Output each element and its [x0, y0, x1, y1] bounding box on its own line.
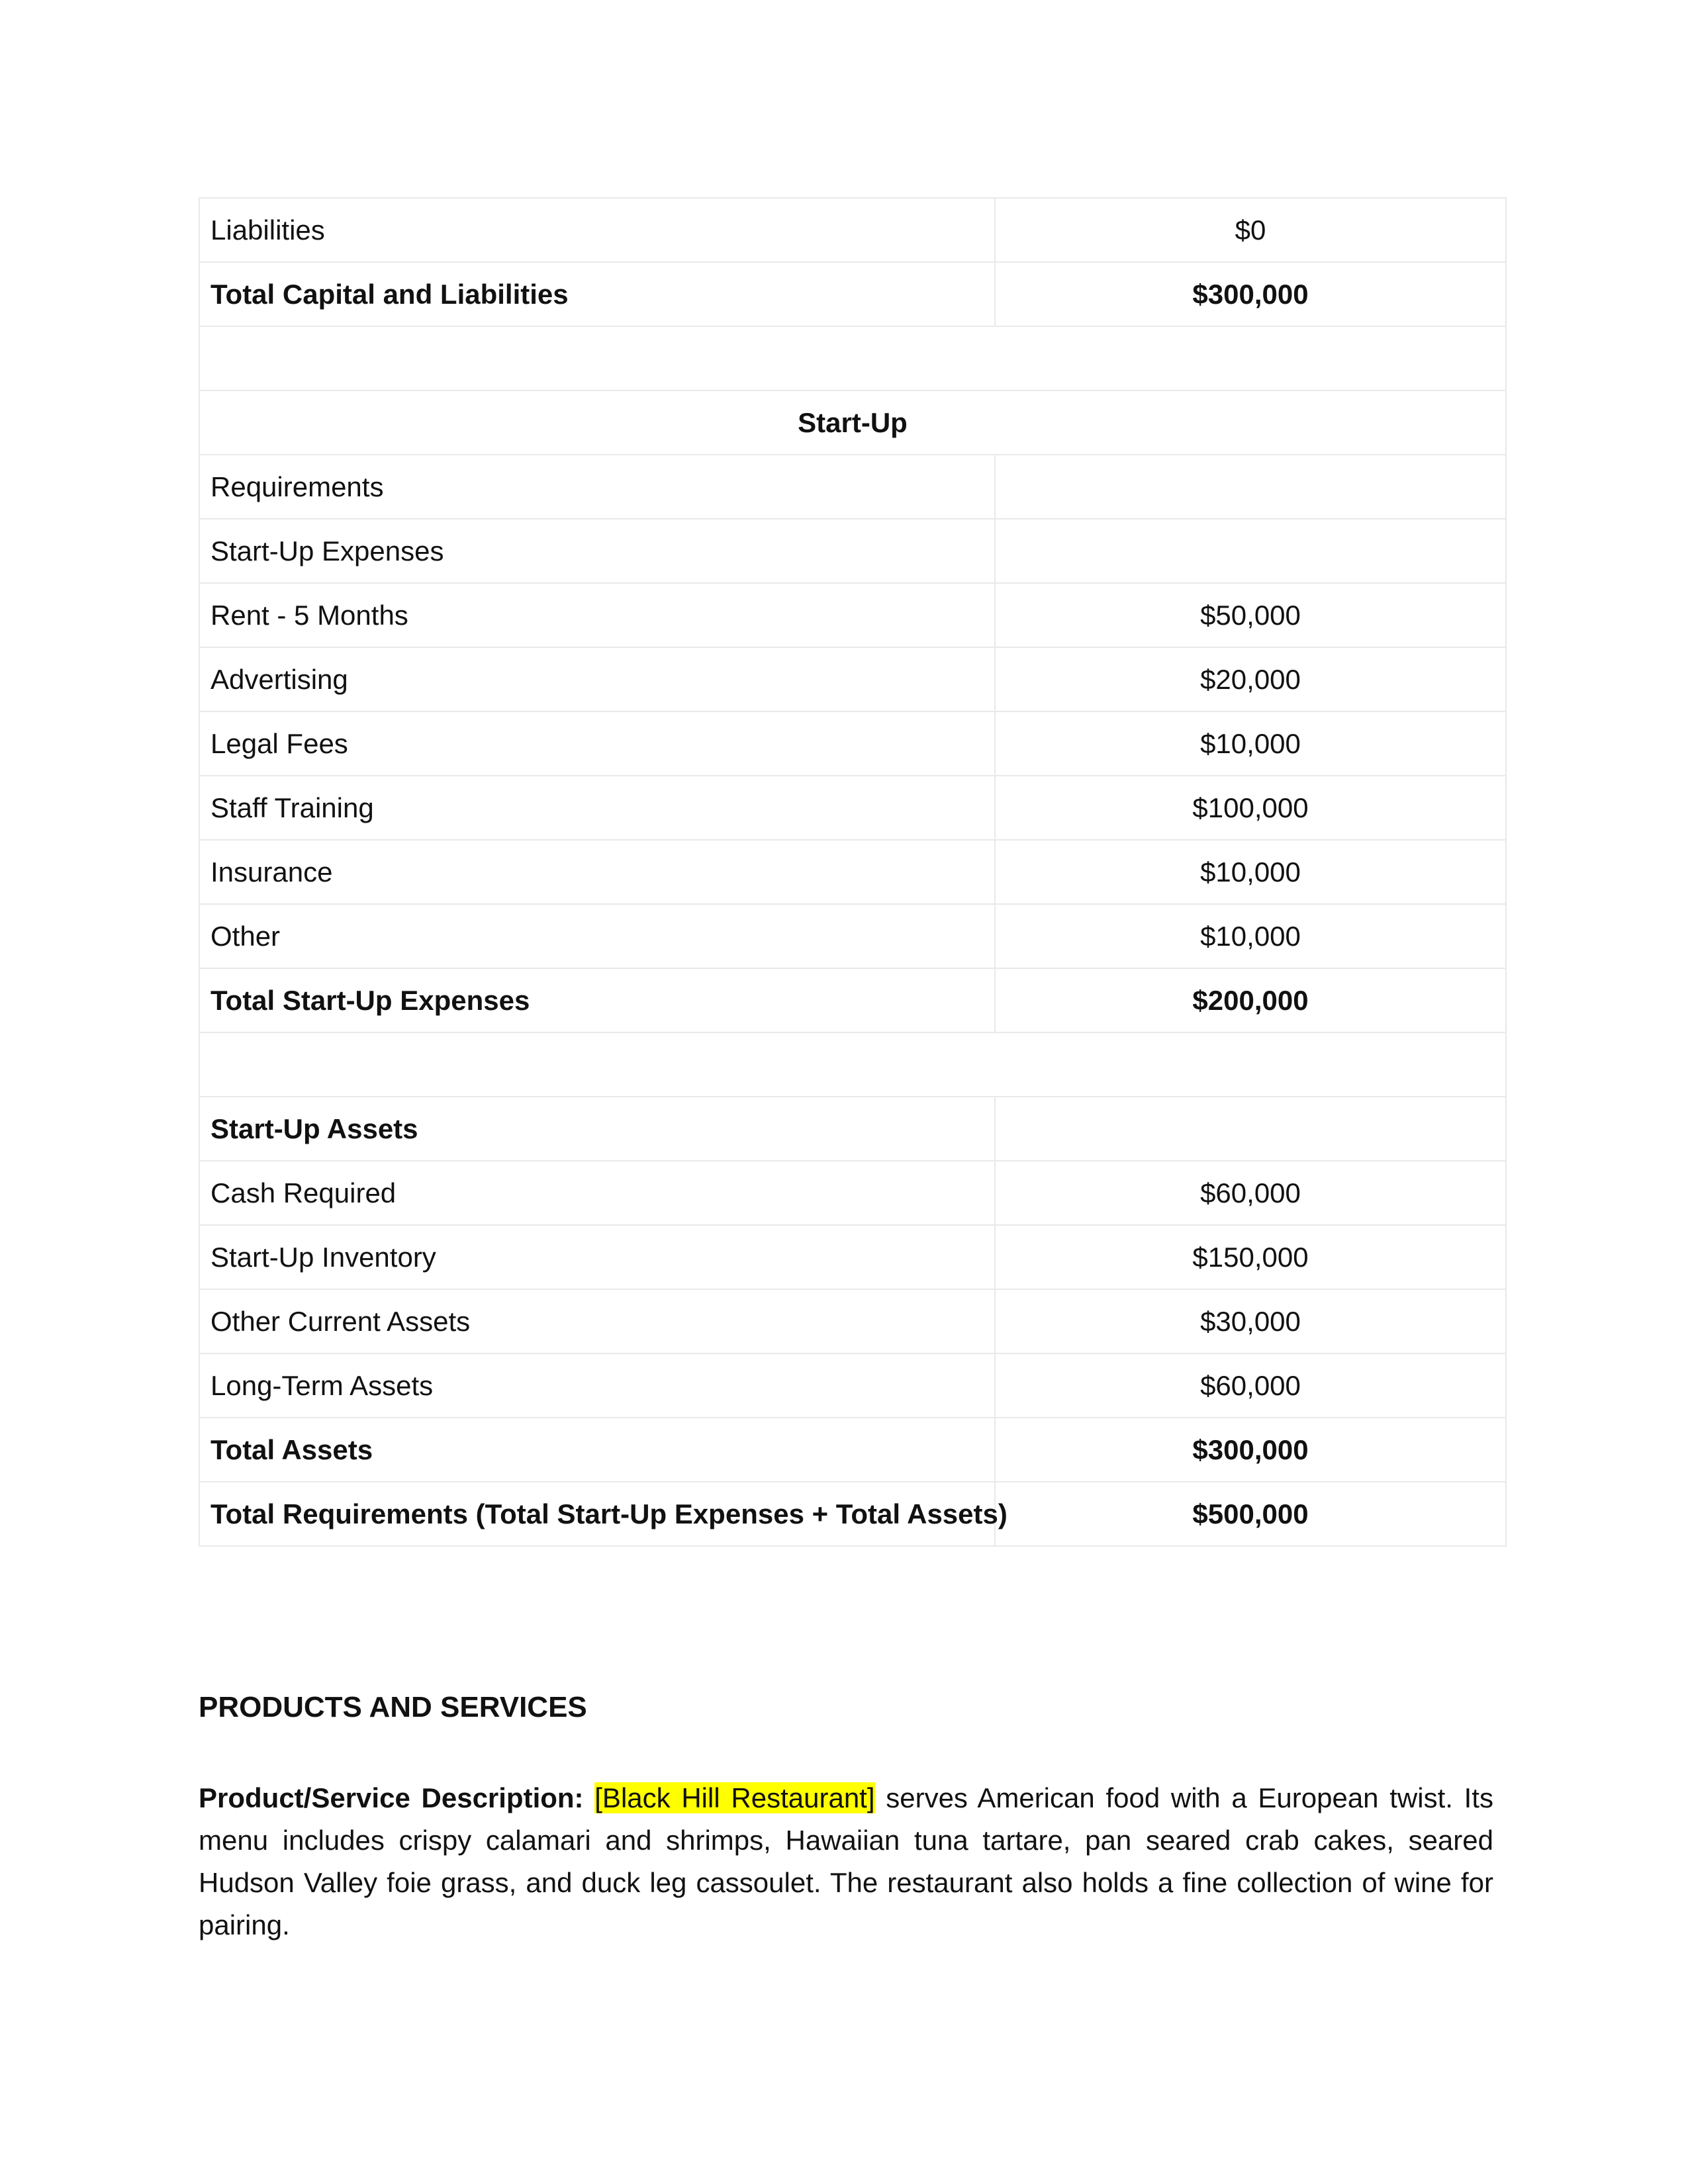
- table-row: [199, 968, 1506, 1032]
- table-spacer-cell: [199, 326, 1506, 390]
- table-row: [199, 647, 1506, 711]
- row-label: Legal Fees: [199, 711, 995, 776]
- table-row: [199, 840, 1506, 904]
- table-row: [199, 711, 1506, 776]
- row-value: $10,000: [995, 840, 1506, 904]
- row-value: $50,000: [995, 583, 1506, 647]
- business-name-highlight: [Black Hill Restaurant]: [594, 1782, 875, 1813]
- row-label: Other Current Assets: [199, 1289, 995, 1353]
- row-value: $500,000: [995, 1482, 1506, 1546]
- row-value: $20,000: [995, 647, 1506, 711]
- table-row: [199, 776, 1506, 840]
- table-row: [199, 1353, 1506, 1418]
- row-label: Advertising: [199, 647, 995, 711]
- row-value: $100,000: [995, 776, 1506, 840]
- row-value: $300,000: [995, 262, 1506, 326]
- row-value: $300,000: [995, 1418, 1506, 1482]
- row-label: Start-Up Expenses: [199, 519, 995, 583]
- row-label: Rent - 5 Months: [199, 583, 995, 647]
- table-spacer-cell: [199, 1032, 1506, 1097]
- table-row: [199, 904, 1506, 968]
- row-value: $10,000: [995, 711, 1506, 776]
- row-value: [995, 1097, 1506, 1161]
- table-row: [199, 1482, 1506, 1546]
- row-label: Cash Required: [199, 1161, 995, 1225]
- table-row: [199, 262, 1506, 326]
- table-row: [199, 1289, 1506, 1353]
- row-label: Other: [199, 904, 995, 968]
- row-label: Start-Up Assets: [199, 1097, 995, 1161]
- table-row: [199, 455, 1506, 519]
- row-value: $150,000: [995, 1225, 1506, 1289]
- row-label: Insurance: [199, 840, 995, 904]
- row-value: $0: [995, 198, 1506, 262]
- row-value: [995, 519, 1506, 583]
- row-value: $200,000: [995, 968, 1506, 1032]
- row-label: Requirements: [199, 455, 995, 519]
- table-row: [199, 1418, 1506, 1482]
- startup-financials-table: [199, 197, 1507, 1547]
- table-row: [199, 198, 1506, 262]
- row-label: Liabilities: [199, 198, 995, 262]
- table-body: [199, 198, 1506, 1546]
- table-row: [199, 583, 1506, 647]
- row-label: Total Capital and Liabilities: [199, 262, 995, 326]
- table-row: [199, 390, 1506, 455]
- row-value: $30,000: [995, 1289, 1506, 1353]
- table-row: [199, 1097, 1506, 1161]
- product-service-description: [199, 1777, 1493, 1946]
- table-row: [199, 519, 1506, 583]
- row-label: Long-Term Assets: [199, 1353, 995, 1418]
- row-value: $60,000: [995, 1161, 1506, 1225]
- row-value: $60,000: [995, 1353, 1506, 1418]
- row-label: Total Start-Up Expenses: [199, 968, 995, 1032]
- row-label: Staff Training: [199, 776, 995, 840]
- row-label: Total Requirements (Total Start-Up Expenses + Total Assets): [199, 1482, 995, 1546]
- row-label: Total Assets: [199, 1418, 995, 1482]
- table-row: [199, 1032, 1506, 1097]
- table-row: [199, 326, 1506, 390]
- table-section-header: Start-Up: [199, 390, 1506, 455]
- table-row: [199, 1225, 1506, 1289]
- description-text: serves American food with a European twist. Its menu includes crispy calamari and shrimps, Hawaiian tuna tartare, pan seared crab cakes, seared Hudson Valley foie grass, and duck leg cassoulet. The restaurant also holds a fine collection of wine for pairing.: [199, 1782, 1493, 1940]
- section-heading-products-and-services: PRODUCTS AND SERVICES: [199, 1691, 587, 1723]
- row-value: $10,000: [995, 904, 1506, 968]
- table-row: [199, 1161, 1506, 1225]
- row-value: [995, 455, 1506, 519]
- description-label: Product/Service Description:: [199, 1782, 584, 1813]
- row-label: Start-Up Inventory: [199, 1225, 995, 1289]
